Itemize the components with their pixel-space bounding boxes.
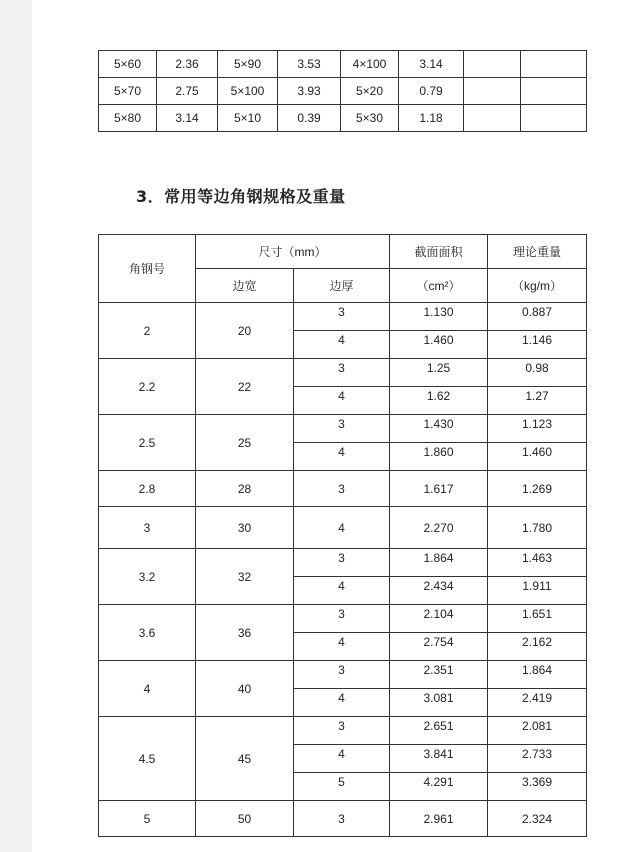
area-cell: 2.434 <box>390 577 488 605</box>
table-cell: 1.18 <box>399 105 464 132</box>
table-row <box>99 661 587 689</box>
weight-cell: 2.419 <box>488 689 587 717</box>
table-row <box>99 717 587 745</box>
thickness-cell: 3 <box>294 605 390 633</box>
table-cell: 5×60 <box>99 51 157 78</box>
angle-steel-table <box>98 234 587 837</box>
table-cell: 2.75 <box>157 78 218 105</box>
header-size: 尺寸（mm） <box>196 235 390 269</box>
weight-cell: 2.733 <box>488 745 587 773</box>
thickness-cell: 3 <box>294 471 390 507</box>
weight-cell: 2.162 <box>488 633 587 661</box>
table-row <box>99 359 587 387</box>
thickness-cell: 3 <box>294 801 390 837</box>
table-cell: 3.93 <box>278 78 341 105</box>
table-row <box>99 51 587 78</box>
angle-number-cell: 3 <box>99 507 196 549</box>
weight-cell: 2.081 <box>488 717 587 745</box>
table-cell: 5×100 <box>218 78 278 105</box>
thickness-cell: 5 <box>294 773 390 801</box>
area-cell: 1.617 <box>390 471 488 507</box>
header-weight-unit: （kg/m） <box>488 269 587 303</box>
thickness-cell: 3 <box>294 359 390 387</box>
weight-cell: 1.269 <box>488 471 587 507</box>
angle-number-cell: 2.8 <box>99 471 196 507</box>
table-cell: 5×80 <box>99 105 157 132</box>
thickness-cell: 4 <box>294 577 390 605</box>
weight-cell: 0.98 <box>488 359 587 387</box>
angle-number-cell: 2.2 <box>99 359 196 415</box>
width-cell: 36 <box>196 605 294 661</box>
angle-number-cell: 5 <box>99 801 196 837</box>
table-row <box>99 78 587 105</box>
table-cell: 3.14 <box>157 105 218 132</box>
top-table <box>98 50 587 132</box>
thickness-cell: 4 <box>294 745 390 773</box>
angle-number-cell: 4 <box>99 661 196 717</box>
weight-cell: 1.146 <box>488 331 587 359</box>
area-cell: 1.62 <box>390 387 488 415</box>
header-area: 截面面积 <box>390 235 488 269</box>
table-row <box>99 801 587 837</box>
table-row <box>99 471 587 507</box>
width-cell: 45 <box>196 717 294 801</box>
thickness-cell: 3 <box>294 549 390 577</box>
width-cell: 32 <box>196 549 294 605</box>
table-cell <box>521 51 587 78</box>
weight-cell: 0.887 <box>488 303 587 331</box>
table-cell <box>464 78 521 105</box>
table-cell: 4×100 <box>341 51 399 78</box>
thickness-cell: 3 <box>294 415 390 443</box>
weight-cell: 2.324 <box>488 801 587 837</box>
width-cell: 20 <box>196 303 294 359</box>
thickness-cell: 3 <box>294 303 390 331</box>
table-cell: 5×10 <box>218 105 278 132</box>
area-cell: 2.351 <box>390 661 488 689</box>
angle-number-cell: 2.5 <box>99 415 196 471</box>
angle-number-cell: 3.2 <box>99 549 196 605</box>
table-cell: 2.36 <box>157 51 218 78</box>
table-cell: 0.79 <box>399 78 464 105</box>
table-cell <box>464 105 521 132</box>
angle-number-cell: 2 <box>99 303 196 359</box>
area-cell: 1.430 <box>390 415 488 443</box>
thickness-cell: 4 <box>294 443 390 471</box>
angle-number-cell: 4.5 <box>99 717 196 801</box>
header-thickness: 边厚 <box>294 269 390 303</box>
table-row <box>99 507 587 549</box>
table-cell: 5×20 <box>341 78 399 105</box>
area-cell: 4.291 <box>390 773 488 801</box>
weight-cell: 1.911 <box>488 577 587 605</box>
header-area-unit: （cm²） <box>390 269 488 303</box>
area-cell: 3.081 <box>390 689 488 717</box>
width-cell: 25 <box>196 415 294 471</box>
table-cell <box>521 105 587 132</box>
thickness-cell: 4 <box>294 689 390 717</box>
thickness-cell: 4 <box>294 331 390 359</box>
area-cell: 1.460 <box>390 331 488 359</box>
area-cell: 1.25 <box>390 359 488 387</box>
area-cell: 2.961 <box>390 801 488 837</box>
table-cell <box>464 51 521 78</box>
area-cell: 2.754 <box>390 633 488 661</box>
weight-cell: 1.123 <box>488 415 587 443</box>
angle-table-header <box>99 235 587 303</box>
document-page <box>32 0 644 852</box>
thickness-cell: 4 <box>294 633 390 661</box>
weight-cell: 1.864 <box>488 661 587 689</box>
table-cell: 3.14 <box>399 51 464 78</box>
header-weight: 理论重量 <box>488 235 587 269</box>
table-cell <box>521 78 587 105</box>
table-cell: 3.53 <box>278 51 341 78</box>
width-cell: 22 <box>196 359 294 415</box>
table-cell: 5×90 <box>218 51 278 78</box>
section-title: 3．常用等边角钢规格及重量 <box>136 187 346 206</box>
table-row <box>99 303 587 331</box>
table-cell: 5×30 <box>341 105 399 132</box>
area-cell: 3.841 <box>390 745 488 773</box>
weight-cell: 1.460 <box>488 443 587 471</box>
area-cell: 1.860 <box>390 443 488 471</box>
table-row <box>99 105 587 132</box>
area-cell: 1.130 <box>390 303 488 331</box>
weight-cell: 1.27 <box>488 387 587 415</box>
area-cell: 2.651 <box>390 717 488 745</box>
table-cell: 5×70 <box>99 78 157 105</box>
width-cell: 28 <box>196 471 294 507</box>
table-cell: 0.39 <box>278 105 341 132</box>
thickness-cell: 3 <box>294 717 390 745</box>
width-cell: 30 <box>196 507 294 549</box>
header-width: 边宽 <box>196 269 294 303</box>
weight-cell: 1.651 <box>488 605 587 633</box>
area-cell: 2.270 <box>390 507 488 549</box>
width-cell: 40 <box>196 661 294 717</box>
table-row <box>99 415 587 443</box>
area-cell: 1.864 <box>390 549 488 577</box>
thickness-cell: 4 <box>294 387 390 415</box>
table-row <box>99 605 587 633</box>
weight-cell: 1.780 <box>488 507 587 549</box>
thickness-cell: 4 <box>294 507 390 549</box>
width-cell: 50 <box>196 801 294 837</box>
angle-table-body <box>99 303 587 837</box>
angle-number-cell: 3.6 <box>99 605 196 661</box>
weight-cell: 1.463 <box>488 549 587 577</box>
header-number: 角钢号 <box>99 235 196 303</box>
thickness-cell: 3 <box>294 661 390 689</box>
weight-cell: 3.369 <box>488 773 587 801</box>
top-table-body <box>99 51 587 132</box>
table-row <box>99 549 587 577</box>
area-cell: 2.104 <box>390 605 488 633</box>
